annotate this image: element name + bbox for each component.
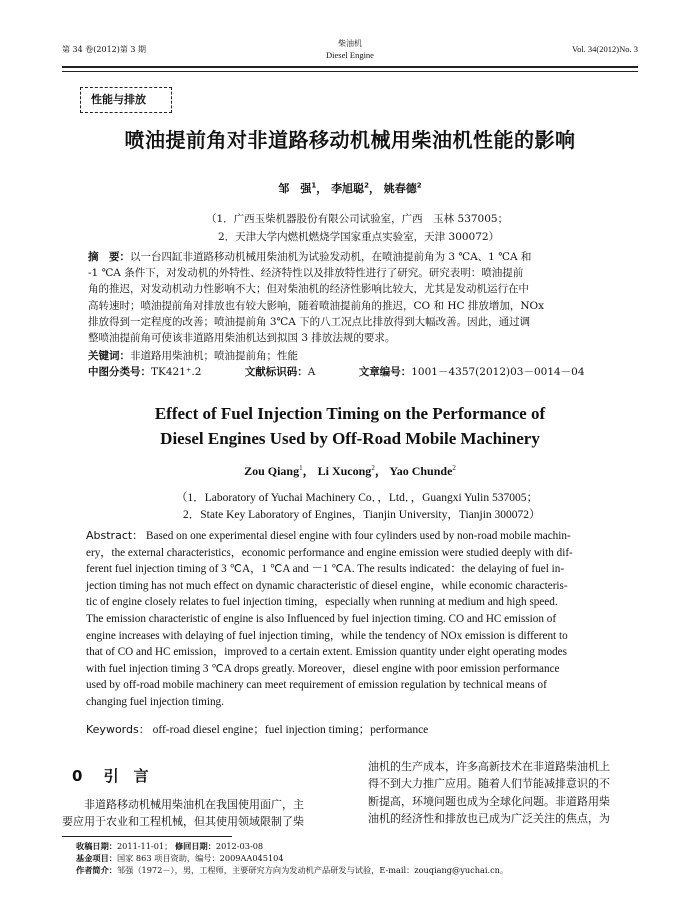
abstract-en-line <box>86 528 620 545</box>
abstract-en-line-2: ery，the external characteristics，economic performance and engine emission were studied deeply with dif- <box>86 546 573 559</box>
abstract-en-line-11: changing fuel injection timing. <box>86 695 224 708</box>
body-left-column <box>62 796 346 831</box>
abstract-en-line-10: used by off-road mobile machinery can meet requirement of emission regulation by technical means of <box>86 679 547 692</box>
revised-date: 2012-03-08 <box>215 841 264 851</box>
keywords-en <box>86 721 428 737</box>
abstract-cn-line-3: 角的推迟，对发动机动力性影响不大；但对柴油机的经济性影响比较大，尤其是发动机运行在中 <box>88 283 529 296</box>
page-title-cn: 喷油提前角对非道路移动机械用柴油机性能的影响 <box>124 128 576 152</box>
abstract-cn-line-6: 整喷油提前角可使该非道路用柴油机达到拟国 3 排放法规的要求。 <box>88 332 396 345</box>
abstract-cn-line-2: -1 ℃A 条件下，对发动机的外特性、经济特性以及排放特性进行了研究。研究表明：喷油提前 <box>88 267 524 280</box>
abstract-cn-line-1: 以一台四缸非道路移动机械用柴油机为试验发动机，在喷油提前角为 3 ℃A、1 ℃A 和 <box>130 251 532 263</box>
funding-label: 基金项目： <box>76 853 117 864</box>
section-tag-label: 性能与排放 <box>91 93 146 106</box>
abstract-en-line-8: that of CO and HC emission，improved to a certain extent. Emission quantity under eight operating modes <box>86 646 567 659</box>
keywords-en-label: Keywords： <box>86 723 150 736</box>
abstract-en-line-4: jection timing has not much effect on dynamic characteristic of diesel engine，while economic characteris- <box>86 579 568 592</box>
author-en-1-sup: 1 <box>299 464 303 472</box>
abstract-en-line-9: with fuel injection timing 3 ℃A drops greatly. Moreover，diesel engine with poor emission performance <box>86 662 560 675</box>
section-heading <box>72 765 149 786</box>
clc-label: 中图分类号： <box>88 366 151 378</box>
header-rule <box>62 66 638 68</box>
affiliation-cn-1: （1．广西玉柴机器股份有限公司试验室，广西 玉林 537005； <box>206 213 509 225</box>
body-left-line-2: 要应用于农业和工程机械，但其使用领域限制了柴 <box>62 815 304 829</box>
body-right-line-2: 得不到大力推广应用。随着人们节能减排意识的不 <box>368 777 610 791</box>
author-cn-2: 李旭聪 <box>331 182 365 195</box>
doc-code-label: 文献标识码： <box>244 366 308 378</box>
author-en-3: Yao Chunde <box>389 464 453 478</box>
body-right-line-1: 油机的生产成本，许多高新技术在非道路柴油机上 <box>368 760 610 773</box>
journal-name-cn: 柴油机 <box>338 39 362 48</box>
abstract-cn-line-4: 高转速时；喷油提前角对排放也有较大影响，随着喷油提前角的推迟，CO 和 HC 排放增加，NOx <box>88 299 545 312</box>
author-cn-1-sup: 1 <box>311 181 317 190</box>
abstract-en-label: Abstract： <box>86 529 144 542</box>
abstract-en-line-1: Based on one experimental diesel engine with four cylinders used by non-road mobile machin- <box>145 530 571 542</box>
author-en-1: Zou Qiang <box>244 464 300 478</box>
abstract-en-line-7: engine increases with delaying of fuel injection timing，while the tendency of NOx emission is different to <box>86 629 568 642</box>
page-title-en-1: Effect of Fuel Injection Timing on the Performance of <box>154 404 546 423</box>
author-bio-label: 作者简介： <box>76 865 117 876</box>
author-en-2-sup: 2 <box>371 464 375 472</box>
keywords-cn-text: 非道路用柴油机；喷油提前角；性能 <box>130 350 298 362</box>
abstract-en-line-6: The emission characteristic of engine is also Influenced by fuel injection timing. CO and HC emission of <box>86 612 557 625</box>
author-bio-text: 邹强（1972－），男，工程师，主要研究方向为发动机产品研发与试验，E-mail：zouqiang@yuchai.cn。 <box>116 865 509 876</box>
journal-issue-en: Vol. 34(2012)No. 3 <box>572 44 638 54</box>
footnote-funding <box>76 852 636 864</box>
body-right-line-4: 油机的经济性和排放也已成为广泛关注的焦点，为 <box>368 812 610 826</box>
author-en-2: Li Xucong <box>317 464 372 478</box>
abstract-cn <box>88 249 616 346</box>
footnote-author <box>76 864 636 876</box>
article-no-value: 1001－4357(2012)03－0014－04 <box>411 366 585 378</box>
received-label: 收稿日期： <box>76 841 117 851</box>
author-cn-1: 邹 强 <box>278 182 312 195</box>
abstract-en <box>86 528 620 711</box>
body-right-line-3: 断提高，环境问题也成为全球化问题。非道路用柴 <box>368 794 610 808</box>
affiliation-en-1: （1．Laboratory of Yuchai Machinery Co．，Ltd．，Guangxi Yulin 537005； <box>176 492 538 504</box>
journal-issue-cn: 第 34 卷(2012)第 3 期 <box>62 45 147 54</box>
affiliation-cn-2: 2．天津大学内燃机燃烧学国家重点实验室，天津 300072） <box>218 231 500 243</box>
abstract-cn-line <box>88 249 616 265</box>
footnote-rule <box>62 836 232 837</box>
keywords-cn <box>88 348 298 363</box>
section-title: 引 言 <box>103 767 149 785</box>
affiliation-en-2: 2．State Key Laboratory of Engines，Tianjin University，Tianjin 300072） <box>183 509 541 521</box>
body-left-line-1: 非道路移动机械用柴油机在我国使用面广，主 <box>62 798 304 811</box>
doc-code-value: A <box>307 366 316 378</box>
revised-label: 修回日期： <box>174 841 216 851</box>
classification-line <box>88 364 628 379</box>
page-title-en-2: Diesel Engines Used by Off-Road Mobile Machinery <box>160 429 540 448</box>
section-number: 0 <box>72 767 83 785</box>
keywords-en-text: off-road diesel engine；fuel injection timing；performance <box>152 724 429 736</box>
footnote-received <box>76 840 636 852</box>
section-tag <box>80 87 172 113</box>
author-en-3-sup: 2 <box>452 464 456 472</box>
abstract-en-line-5: tic of engine closely relates to fuel injection timing，especially when running at medium and high speed. <box>86 596 558 609</box>
abstract-en-line-3: ferent fuel injection timing of 3 ℃A，1 ℃A and －1 ℃A. The results indicated：the delaying of fuel in- <box>86 563 565 576</box>
article-no-label: 文章编号： <box>358 366 412 378</box>
received-date: 2011-11-01； <box>116 841 173 851</box>
clc-value: TK421⁺.2 <box>151 366 202 378</box>
funding-text: 国家 863 项目资助，编号：2009AA045104 <box>116 853 284 864</box>
authors-cn: 邹 强$^1$， 李旭聪$^2$， 姚春德$^2$ <box>278 181 422 195</box>
author-cn-3-sup: 2 <box>416 181 422 190</box>
header-rule-thin <box>62 71 638 72</box>
journal-name-en: Diesel Engine <box>326 50 374 60</box>
abstract-cn-line-5: 排放得到一定程度的改善；喷油提前角 3℃A 下的八工况点比排放得到大幅改善。因此，通过调 <box>88 315 531 328</box>
body-right-column <box>368 758 640 828</box>
author-cn-3: 姚春德 <box>383 182 417 195</box>
author-cn-2-sup: 2 <box>364 181 369 190</box>
authors-en: Zou Qiang$^1$， Li Xucong$^2$， Yao Chunde$^2$ <box>244 464 456 478</box>
keywords-cn-label: 关键词： <box>88 350 130 362</box>
abstract-cn-label: 摘 要： <box>88 251 130 263</box>
footnotes <box>76 840 636 877</box>
